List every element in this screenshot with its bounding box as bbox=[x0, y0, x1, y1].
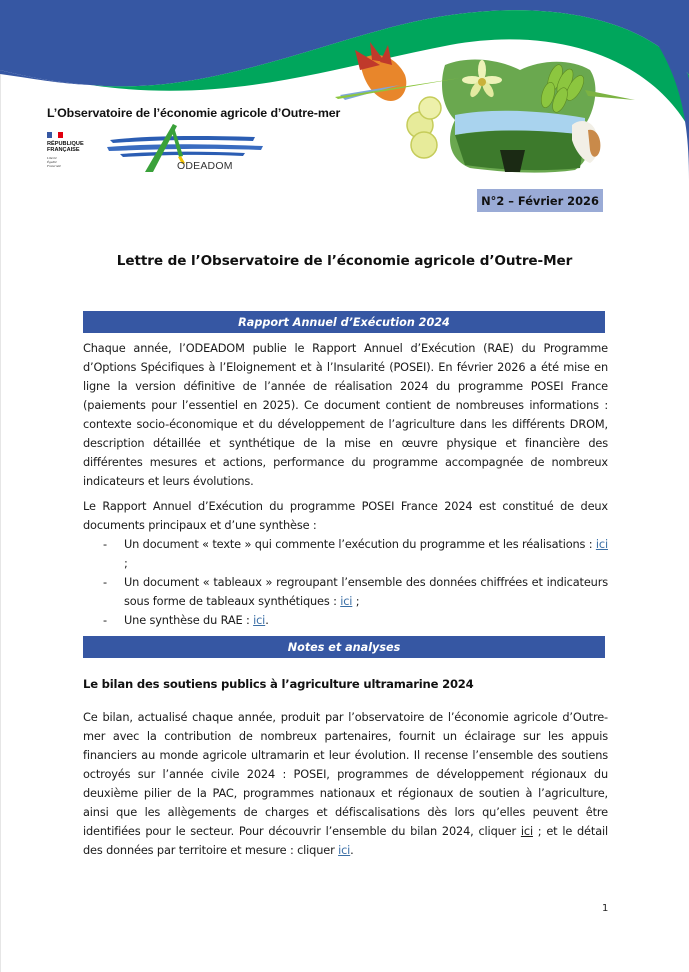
bullet-dash: - bbox=[103, 613, 107, 627]
observatory-title: L’Observatoire de l’économie agricole d’Outre-mer bbox=[47, 106, 341, 120]
motto-liberte: Liberté bbox=[47, 155, 57, 160]
list-item-text: Un document « tableaux » regroupant l’ensemble des données chiffrées et indicateurs sous forme de tableaux synthétiques : bbox=[124, 575, 608, 608]
list-item-text: Un document « texte » qui commente l’exécution du programme et les réalisations : bbox=[124, 537, 596, 551]
list-item-text: Une synthèse du RAE : bbox=[124, 613, 254, 627]
section-heading-notes-analyses: Notes et analyses bbox=[83, 636, 605, 658]
list-item-punct: ; bbox=[124, 556, 128, 570]
odeadom-name: ODEADOM bbox=[177, 160, 233, 172]
banner-wave-graphic bbox=[0, 0, 689, 180]
page-number: 1 bbox=[602, 903, 609, 914]
link-rae-texte[interactable]: ici bbox=[595, 537, 608, 551]
header-banner bbox=[0, 0, 689, 180]
motto-fraternite: Fraternité bbox=[47, 164, 61, 169]
document-title: Lettre de l’Observatoire de l’économie agricole d’Outre-Mer bbox=[116, 253, 573, 269]
republique-line1: RÉPUBLIQUE bbox=[47, 141, 84, 147]
bilan-text-end: . bbox=[350, 843, 354, 857]
link-bilan-detail[interactable]: ici bbox=[338, 843, 351, 857]
link-bilan-2024[interactable]: ici bbox=[520, 824, 533, 838]
rae-documents-list bbox=[83, 535, 608, 630]
link-rae-tableaux[interactable]: ici bbox=[340, 594, 353, 608]
rae-documents-paragraph: Le Rapport Annuel d’Exécution du programme POSEI France 2024 est constitué de deux documents principaux et d’une synthèse : bbox=[83, 499, 608, 532]
list-item bbox=[83, 535, 608, 573]
bullet-dash: - bbox=[103, 537, 107, 551]
link-rae-synthese[interactable]: ici bbox=[253, 613, 266, 627]
issue-badge: N°2 – Février 2026 bbox=[477, 189, 603, 212]
republique-motto bbox=[47, 156, 97, 169]
list-item bbox=[83, 573, 608, 611]
section-rae-documents bbox=[83, 497, 608, 630]
agriculture-collage-icon bbox=[335, 42, 635, 173]
bilan-subheading: Le bilan des soutiens publics à l’agriculture ultramarine 2024 bbox=[83, 677, 474, 691]
section-heading-rapport-annuel: Rapport Annuel d’Exécution 2024 bbox=[83, 311, 605, 333]
section-rae-paragraph bbox=[83, 339, 608, 491]
bilan-paragraph bbox=[83, 708, 608, 860]
list-item-punct: . bbox=[265, 613, 269, 627]
bilan-text-middle: ; et le détail des données par territoire et mesure : cliquer bbox=[83, 824, 608, 857]
bilan-text: Ce bilan, actualisé chaque année, produit par l’observatoire de l’économie agricole d’Outre-mer avec la contribution de nombreux partenaires, fournit un éclairage sur les appuis financiers au monde agricole ultramarin et leur évolution. Il recense l’ensemble des soutiens octroyés sur l’année civile 2024 : POSEI, programmes de développement régionaux du deuxième pilier de la PAC, programmes nationaux et régionaux de soutien à l’agriculture, ainsi que les allègements de charges et défiscalisations dès lors qu’elles peuvent être identifiées pour le secteur. Pour découvrir l’ensemble du bilan 2024, cliquer bbox=[83, 710, 608, 838]
motto-egalite: Égalité bbox=[47, 160, 57, 165]
french-flag-icon bbox=[47, 132, 63, 138]
list-item bbox=[83, 611, 608, 630]
bullet-dash: - bbox=[103, 575, 107, 589]
republique-francaise-logo bbox=[47, 132, 97, 168]
section-bilan bbox=[83, 708, 608, 860]
rae-intro-paragraph: Chaque année, l’ODEADOM publie le Rapport Annuel d’Exécution (RAE) du Programme d’Options Spécifiques à l’Eloignement et à l’Insularité (POSEI). En février 2026 a été mise en ligne la version définitive de l’année de réalisation 2024 du programme POSEI France (paiements pour l’essentiel en 2025). Ce document contient de nombreuses informations : contexte socio-économique et du développement de l’agriculture dans les différents DROM, description détaillée et synthétique de la mise en œuvre physique et financière des différentes mesures et actions, performance du programme accompagnée de nombreux indicateurs et leurs évolutions. bbox=[83, 341, 608, 488]
republique-line2: FRANÇAISE bbox=[47, 147, 80, 154]
list-item-punct: ; bbox=[352, 594, 360, 608]
